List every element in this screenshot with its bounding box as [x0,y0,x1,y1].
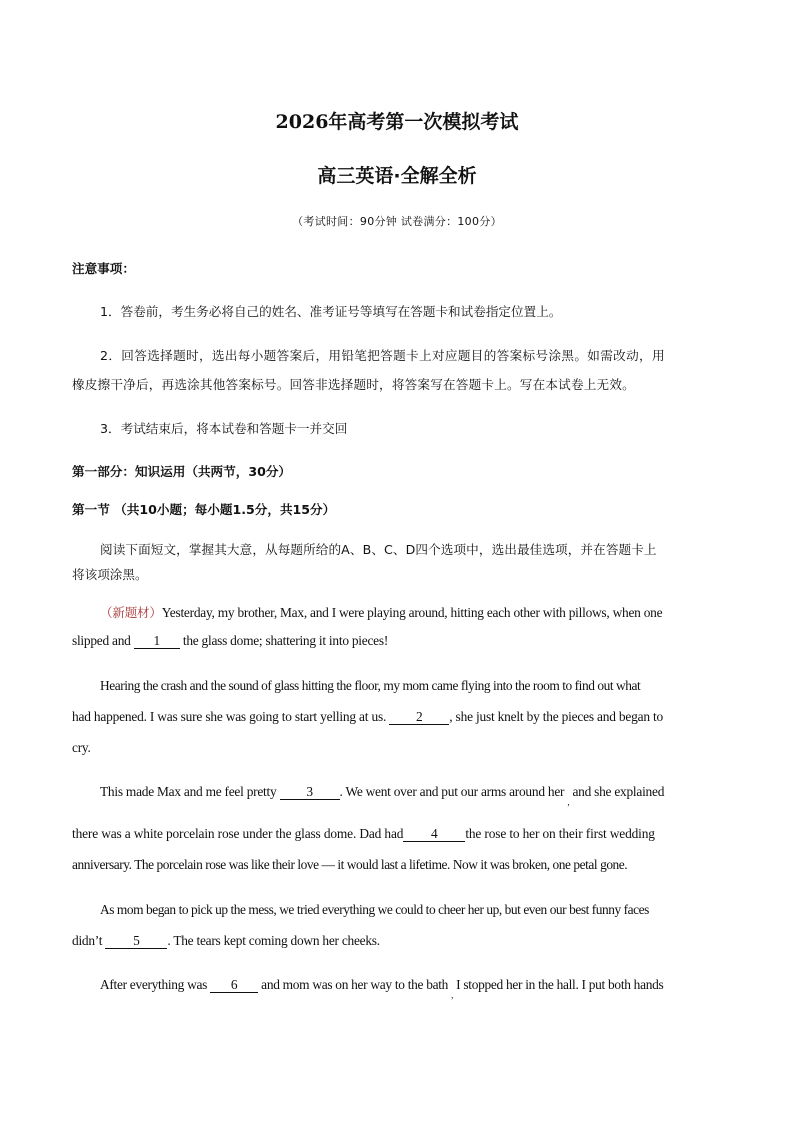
new-material-tag: （新题材） [100,605,162,620]
instructions-line-1: 阅读下面短文，掌握其大意，从每题所给的A、B、C、D四个选项中，选出最佳选项，并在答题卡上 [100,542,657,557]
exam-title: 2026年高考第一次模拟考试 [275,111,519,133]
passage-p1-line-2: slipped and 1 the glass dome; shattering it into pieces! [72,633,389,648]
passage-p4-line-1: As mom began to pick up the mess, we tried everything we could to cheer her up, but even our best funny faces [100,902,649,917]
notice-item-3: 3．考试结束后，将本试卷和答题卡一并交回 [100,421,348,436]
notice-item-1: 1．答卷前，考生务必将自己的姓名、准考证号等填写在答题卡和试卷指定位置上。 [100,304,562,319]
passage-p2-line-3: cry. [72,740,91,755]
blank-4[interactable]: 4 [403,827,465,842]
passage-p1-line-1: （新题材）Yesterday, my brother, Max, and I were playing around, hitting each other with pillows, when one [100,605,663,620]
blank-6[interactable]: 6 [210,978,258,993]
notice-heading: 注意事项： [72,261,135,276]
passage-p2-line-2: had happened. I was sure she was going to start yelling at us. 2 , she just knelt by the pieces and began to [72,709,664,724]
notice-item-2-line-1: 2．回答选择题时，选出每小题答案后，用铅笔把答题卡上对应题目的答案标号涂黑。如需改动，用 [100,348,665,363]
instructions-line-2: 将该项涂黑。 [72,567,148,582]
notice-item-2-line-2: 橡皮擦干净后，再选涂其他答案标号。回答非选择题时，将答案写在答题卡上。写在本试卷上无效。 [72,377,635,392]
section1-heading: 第一节 （共10小题；每小题1.5分，共15分） [72,502,336,517]
passage-p4-line-2: didn’t 5 . The tears kept coming down her cheeks. [72,933,380,948]
blank-2[interactable]: 2 [389,710,449,725]
blank-5[interactable]: 5 [105,934,167,949]
passage-p3-line-3: anniversary. The porcelain rose was like their love — it would last a lifetime. Now it was broken, one petal gone. [72,857,628,872]
passage-p2-line-1: Hearing the crash and the sound of glass hitting the floor, my mom came flying into the room to find out what [100,678,641,693]
passage-p3-line-1: This made Max and me feel pretty 3 . We went over and put our arms around her $_,$ and she explained [100,784,665,807]
blank-1[interactable]: 1 [134,634,180,649]
passage-p3-line-2: there was a white porcelain rose under the glass dome. Dad had 4 the rose to her on their first wedding [72,826,655,841]
exam-subtitle: 高三英语·全解全析 [317,165,477,187]
passage-p5-line-1: After everything was 6 and mom was on her way to the bath $_,$ I stopped her in the hall. I put both hands [100,977,664,1000]
part1-heading: 第一部分：知识运用（共两节，30分） [72,464,292,479]
exam-info: （考试时间：90分钟 试卷满分：100分） [292,215,502,228]
blank-3[interactable]: 3 [280,785,340,800]
